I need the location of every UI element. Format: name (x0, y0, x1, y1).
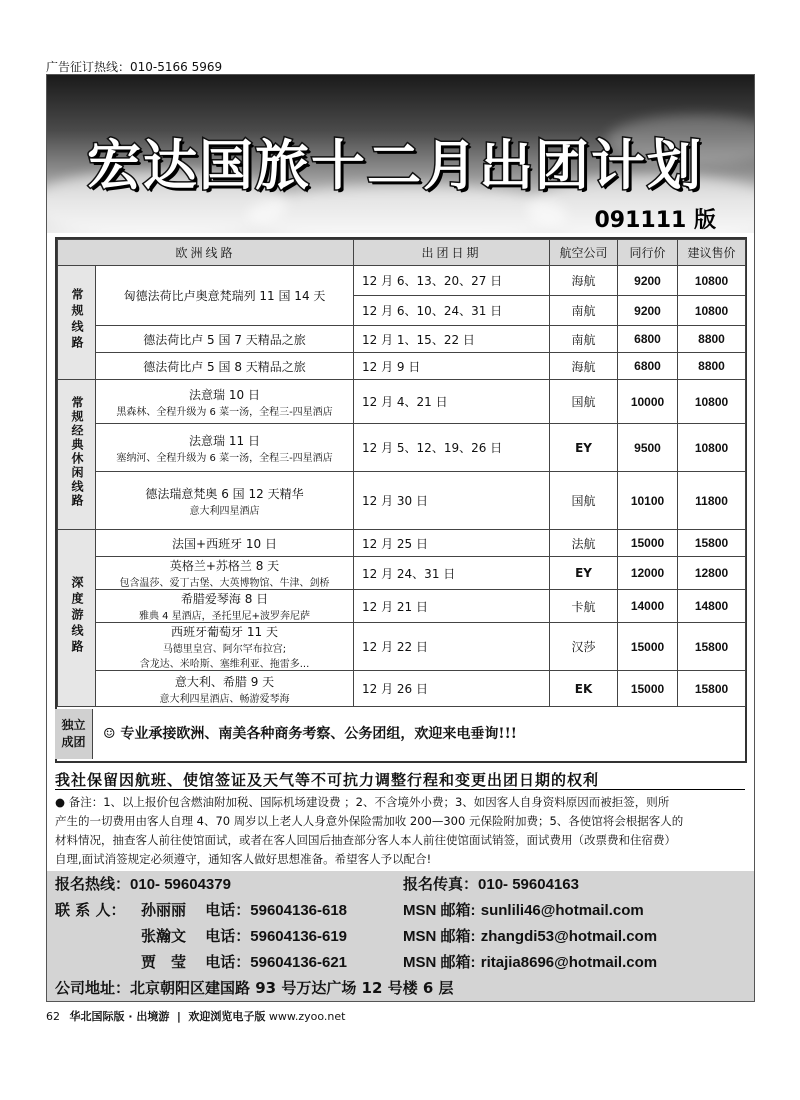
airline-cell: 国航 (550, 380, 618, 424)
peer-price-cell: 6800 (618, 326, 678, 353)
route-title: 法意瑞 10 日 (189, 387, 260, 402)
notes (55, 793, 747, 869)
airline-cell: 国航 (550, 472, 618, 530)
note-line: ● 备注：1、以上报价包含燃油附加税、国际机场建设费 ；2、不含境外小费；3、如因客人自身资料原因而被拒签，则所 (55, 795, 670, 809)
version-label: 091111 版 (594, 208, 716, 233)
retail-price-cell: 11800 (678, 472, 746, 530)
page-frame (46, 74, 755, 1002)
route-cell (96, 623, 354, 671)
hotline-number: 010- 59604379 (130, 876, 231, 893)
banner (47, 75, 754, 233)
dates-cell: 12 月 1、15、22 日 (354, 326, 550, 353)
route-cell (96, 424, 354, 472)
msn-label: MSN 邮箱: (403, 928, 476, 945)
peer-price-cell: 10000 (618, 380, 678, 424)
retail-price-cell: 15800 (678, 623, 746, 671)
solo-group-label: 独立成团 (55, 709, 93, 759)
retail-price-cell: 15800 (678, 671, 746, 707)
peer-price-cell: 10100 (618, 472, 678, 530)
route-note: 含龙达、米哈斯、塞维利亚、拖雷多... (139, 659, 310, 670)
note-line: 材料情况，抽查客人前往使馆面试，或者在客人回国后抽查部分客人本人前往使馆面试销签，面试费用（改票费和住宿费） (55, 833, 676, 847)
airline-cell: 卡航 (550, 590, 618, 623)
person-msn: sunlili46@hotmail.com (480, 902, 644, 919)
dates-cell: 12 月 30 日 (354, 472, 550, 530)
peer-price-cell: 15000 (618, 671, 678, 707)
route-title: 法意瑞 11 日 (189, 433, 260, 448)
retail-price-cell: 12800 (678, 557, 746, 590)
magazine-name: 华北国际版 · 出境游 (69, 1010, 170, 1023)
msn-label: MSN 邮箱: (403, 954, 476, 971)
dates-cell: 12 月 5、12、19、26 日 (354, 424, 550, 472)
airline-cell: EY (550, 557, 618, 590)
person-name: 张瀚文 (141, 927, 187, 945)
airline-cell: EK (550, 671, 618, 707)
route-title: 希腊爱琴海 8 日 (180, 592, 269, 606)
banner-title: 宏达国旅十二月出团计划 (87, 134, 703, 197)
people-label: 联 系 人： (55, 901, 126, 919)
retail-price-cell: 10800 (678, 424, 746, 472)
fax-number: 010- 59604163 (478, 876, 579, 893)
contact-person (141, 925, 347, 946)
dates-cell: 12 月 6、10、24、31 日 (354, 296, 550, 326)
contact-person (141, 899, 347, 920)
person-phone: 59604136-618 (250, 902, 348, 919)
route-cell: 法国+西班牙 10 日 (96, 530, 354, 557)
airline-cell: 海航 (550, 353, 618, 380)
route-note: 黑森林、全程升级为 6 菜一汤，全程三-四星酒店 (116, 406, 333, 418)
person-name: 孙丽丽 (141, 901, 187, 919)
route-cell: 德法荷比卢 5 国 8 天精品之旅 (96, 353, 354, 380)
airline-cell: 海航 (550, 266, 618, 296)
route-note: 意大利四星酒店、畅游爱琴海 (159, 693, 290, 705)
hotline-row (55, 873, 231, 894)
person-name: 贾 莹 (141, 953, 187, 971)
contact-msn (403, 899, 644, 920)
hotline-label: 报名热线： (55, 875, 131, 893)
category-deep: 深度游线路 (58, 530, 96, 707)
peer-price-cell: 15000 (618, 623, 678, 671)
retail-price-cell: 8800 (678, 326, 746, 353)
retail-price-cell: 15800 (678, 530, 746, 557)
airline-cell: 汉莎 (550, 623, 618, 671)
contact-msn (403, 951, 657, 972)
dates-cell: 12 月 6、13、20、27 日 (354, 266, 550, 296)
footer-slogan: 欢迎浏览电子版 (188, 1010, 266, 1023)
contact-person (141, 951, 347, 972)
person-msn: zhangdi53@hotmail.com (480, 928, 658, 945)
route-cell (96, 472, 354, 530)
route-note: 雅典 4 星酒店，圣托里尼+波罗奔尼萨 (138, 611, 311, 622)
route-note: 包含温莎、爱丁古堡、大英博物馆、牛津、剑桥 (119, 578, 330, 589)
person-phone: 59604136-621 (250, 954, 348, 971)
divider (55, 789, 745, 790)
route-title: 英格兰+苏格兰 8 天 (169, 559, 280, 573)
rights-statement: 我社保留因航班、使馆签证及天气等不可抗力调整行程和变更出团日期的权利 (55, 771, 600, 789)
route-cell: 德法荷比卢 5 国 7 天精品之旅 (96, 326, 354, 353)
footer-separator: | (176, 1010, 181, 1023)
peer-price-cell: 9200 (618, 296, 678, 326)
dates-cell: 12 月 21 日 (354, 590, 550, 623)
note-line: 产生的一切费用由客人自理 4、70 周岁以上老人人身意外保险需加收 200—300 元保险附加费；5、各使馆将会根据客人的 (55, 814, 684, 828)
route-title: 意大利、希腊 9 天 (174, 674, 275, 689)
dates-cell: 12 月 26 日 (354, 671, 550, 707)
route-cell (96, 671, 354, 707)
category-regular: 常规线路 (58, 266, 96, 380)
retail-price-cell: 8800 (678, 353, 746, 380)
contact-msn (403, 925, 657, 946)
header-route: 欧洲线路 (58, 240, 354, 266)
airline-cell: 南航 (550, 296, 618, 326)
header-airline: 航空公司 (550, 240, 618, 266)
dates-cell: 12 月 22 日 (354, 623, 550, 671)
route-cell (96, 557, 354, 590)
airline-cell: EY (550, 424, 618, 472)
fax-row (403, 873, 579, 894)
route-title: 德法瑞意梵奥 6 国 12 天精华 (145, 486, 304, 501)
address-label: 公司地址： (55, 979, 131, 997)
header-dates: 出团日期 (354, 240, 550, 266)
route-cell: 匈德法荷比卢奥意梵瑞列 11 国 14 天 (96, 266, 354, 326)
category-classic: 常规经典休闲线路 (58, 380, 96, 530)
peer-price-cell: 9500 (618, 424, 678, 472)
phone-label: 电话： (205, 953, 251, 971)
route-note: 马德里皇宫、阿尔罕布拉宫; (162, 644, 287, 655)
route-title: 西班牙葡萄牙 11 天 (171, 625, 278, 639)
person-phone: 59604136-619 (250, 928, 348, 945)
route-cell (96, 590, 354, 623)
footer (46, 1008, 345, 1024)
msn-label: MSN 邮箱: (403, 902, 476, 919)
airline-cell: 南航 (550, 326, 618, 353)
route-note: 塞纳河、全程升级为 6 菜一汤，全程三-四星酒店 (116, 452, 333, 464)
retail-price-cell: 10800 (678, 380, 746, 424)
page-number: 62 (46, 1010, 60, 1023)
peer-price-cell: 12000 (618, 557, 678, 590)
footer-url[interactable]: www.zyoo.net (268, 1010, 346, 1023)
note-line: 自理,面试消签规定必须遵守，通知客人做好思想准备。希望客人予以配合! (55, 852, 432, 866)
peer-price-cell: 6800 (618, 353, 678, 380)
dates-cell: 12 月 9 日 (354, 353, 550, 380)
retail-price-cell: 10800 (678, 266, 746, 296)
person-msn: ritajia8696@hotmail.com (480, 954, 658, 971)
route-note: 意大利四星酒店 (189, 505, 260, 517)
airline-cell: 法航 (550, 530, 618, 557)
route-cell (96, 380, 354, 424)
dates-cell: 12 月 25 日 (354, 530, 550, 557)
phone-label: 电话： (205, 927, 251, 945)
peer-price-cell: 14000 (618, 590, 678, 623)
retail-price-cell: 14800 (678, 590, 746, 623)
retail-price-cell: 10800 (678, 296, 746, 326)
address-row (55, 977, 454, 998)
peer-price-cell: 15000 (618, 530, 678, 557)
address-text: 北京朝阳区建国路 93 号万达广场 12 号楼 6 层 (130, 979, 454, 997)
solo-group-text: ☺ 专业承接欧洲、南美各种商务考察、公务团组，欢迎来电垂询!!! (103, 726, 517, 742)
phone-label: 电话： (205, 901, 251, 919)
peer-price-cell: 9200 (618, 266, 678, 296)
ad-hotline: 广告征订热线：010-5166 5969 (46, 60, 223, 74)
contact-panel (47, 871, 754, 1001)
fax-label: 报名传真： (403, 875, 479, 893)
dates-cell: 12 月 4、21 日 (354, 380, 550, 424)
tour-plan-table (55, 237, 747, 763)
header-peer-price: 同行价 (618, 240, 678, 266)
header-retail-price: 建议售价 (678, 240, 746, 266)
dates-cell: 12 月 24、31 日 (354, 557, 550, 590)
